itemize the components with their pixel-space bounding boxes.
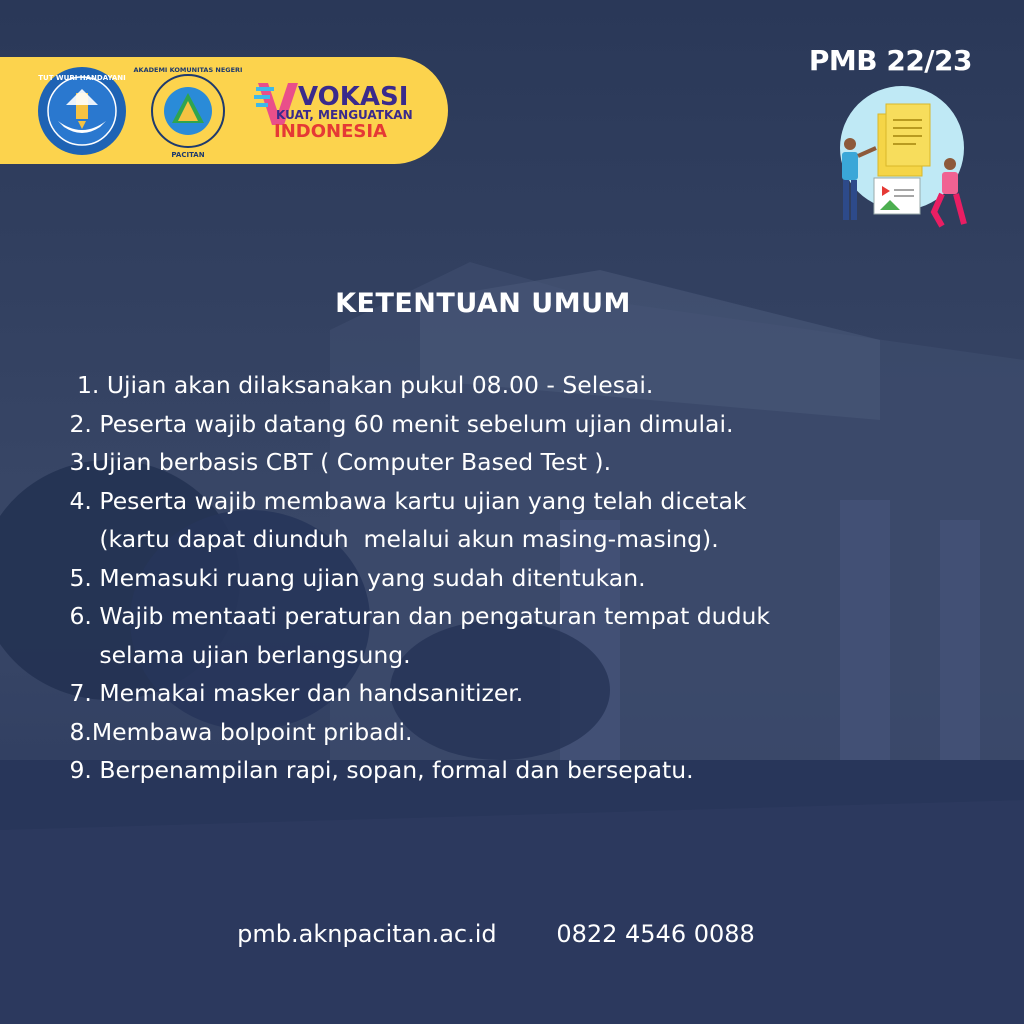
svg-text:INDONESIA: INDONESIA	[274, 121, 387, 142]
svg-text:KUAT, MENGUATKAN: KUAT, MENGUATKAN	[276, 108, 413, 122]
logo-bar	[0, 57, 448, 164]
vokasi-logo	[252, 75, 412, 149]
page-title: KETENTUAN UMUM	[335, 288, 631, 319]
tut-wuri-handayani-logo	[36, 65, 128, 157]
list-item: 7. Memakai masker dan handsanitizer.	[62, 679, 524, 707]
phone-number: 0822 4546 0088	[556, 920, 755, 948]
svg-text:PACITAN: PACITAN	[171, 151, 205, 159]
list-item: 8.Membawa bolpoint pribadi.	[62, 717, 413, 746]
list-item: 1. Ujian akan dilaksanakan pukul 08.00 - Selesai.	[62, 371, 654, 399]
document-people-icon	[830, 86, 976, 236]
list-item: 5. Memasuki ruang ujian yang sudah ditentukan.	[62, 563, 646, 592]
website-link[interactable]: pmb.aknpacitan.ac.id	[237, 920, 497, 948]
list-item: 9. Berpenampilan rapi, sopan, formal dan bersepatu.	[62, 756, 694, 784]
akn-pacitan-logo	[133, 63, 243, 159]
svg-text:AKADEMI KOMUNITAS NEGERI: AKADEMI KOMUNITAS NEGERI	[133, 66, 243, 74]
list-item: 6. Wajib mentaati peraturan dan pengaturan tempat duduk	[62, 602, 770, 630]
footer-contact	[0, 920, 992, 948]
list-item: 2. Peserta wajib datang 60 menit sebelum ujian dimulai.	[62, 409, 734, 438]
svg-text:TUT WURI HANDAYANI: TUT WURI HANDAYANI	[38, 74, 126, 82]
list-item: selama ujian berlangsung.	[62, 640, 411, 669]
rules-list	[62, 366, 962, 790]
pmb-code: PMB 22/23	[808, 44, 972, 77]
svg-text:VOKASI: VOKASI	[298, 82, 409, 112]
list-item: (kartu dapat diunduh melalui akun masing-masing).	[62, 525, 719, 553]
list-item: 4. Peserta wajib membawa kartu ujian yang telah dicetak	[62, 486, 747, 515]
list-item: 3.Ujian berbasis CBT ( Computer Based Test ).	[62, 448, 612, 476]
